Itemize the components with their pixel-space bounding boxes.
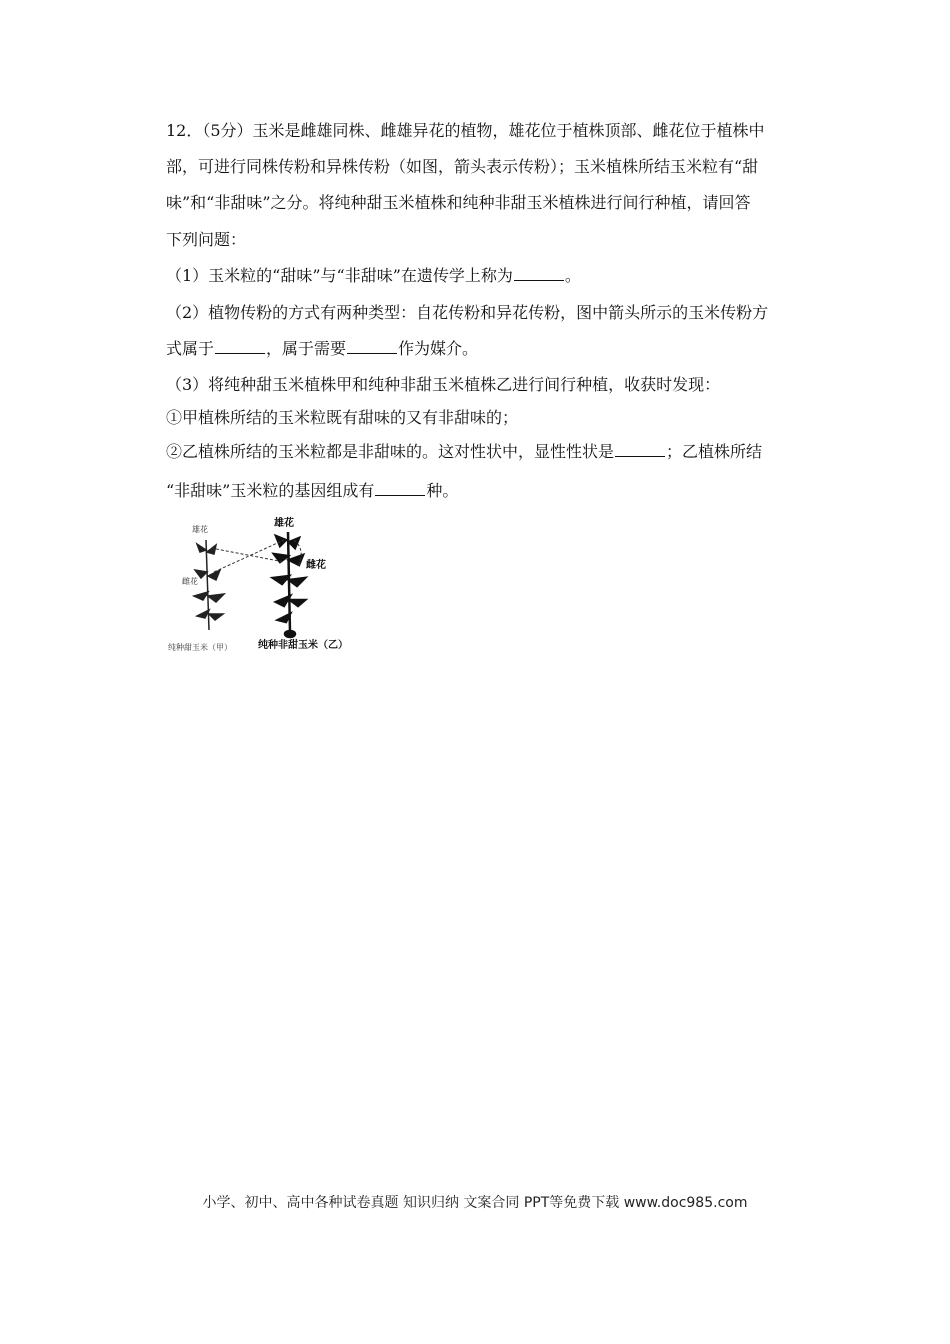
sub-question-2-text-a: 式属于 bbox=[166, 339, 215, 358]
answer-blank-4 bbox=[615, 442, 665, 457]
answer-blank-5 bbox=[375, 481, 425, 496]
question-line-4: 下列问题： bbox=[166, 230, 247, 249]
answer-blank-2 bbox=[215, 339, 265, 354]
sub-question-1-text: （1）玉米粒的“甜味”与“非甜味”在遗传学上称为 bbox=[166, 266, 513, 285]
answer-blank-3 bbox=[347, 339, 397, 354]
sub-question-3-text-b: ；乙植株所结 bbox=[666, 442, 763, 461]
left-caption: 纯种甜玉米（甲） bbox=[168, 643, 232, 652]
sub-question-3-text-a: ②乙植株所结的玉米粒都是非甜味的。这对性状中，显性性状是 bbox=[166, 442, 615, 461]
sub-question-1-end: 。 bbox=[564, 266, 581, 285]
sub-question-3-item-3 bbox=[166, 481, 458, 501]
right-female-label: 雌花 bbox=[306, 560, 326, 571]
sub-question-2-line-1: （2）植物传粉的方式有两种类型：自花传粉和异花传粉，图中箭头所示的玉米传粉方 bbox=[166, 303, 769, 322]
sub-question-3-item-1: ①甲植株所结的玉米粒既有甜味的又有非甜味的； bbox=[166, 408, 519, 427]
answer-blank-1 bbox=[514, 266, 564, 281]
question-line-3: 味”和“非甜味”之分。将纯种甜玉米植株和纯种非甜玉米植株进行间行种植，请回答 bbox=[166, 193, 751, 212]
sub-question-1 bbox=[166, 266, 581, 286]
sub-question-2-line-2 bbox=[166, 339, 478, 359]
sub-question-3: （3）将纯种甜玉米植株甲和纯种非甜玉米植株乙进行间行种植，收获时发现： bbox=[166, 375, 721, 394]
right-male-label: 雄花 bbox=[274, 518, 294, 529]
corn-pollination-figure bbox=[166, 510, 366, 660]
right-caption: 纯种非甜玉米（乙） bbox=[258, 640, 348, 651]
left-male-label: 雄花 bbox=[192, 525, 208, 534]
plant-left bbox=[194, 540, 224, 630]
plant-right bbox=[273, 532, 305, 637]
left-female-label: 雌花 bbox=[182, 577, 198, 586]
page-footer: 小学、初中、高中各种试卷真题 知识归纳 文案合同 PPT等免费下载 www.doc985.com bbox=[202, 1195, 748, 1211]
sub-question-3-text-c: “非甜味”玉米粒的基因组成有 bbox=[166, 481, 375, 500]
question-line-1: 12．（5分）玉米是雌雄同株、雌雄异花的植物，雄花位于植株顶部、雌花位于植株中 bbox=[166, 121, 765, 140]
sub-question-2-text-b: ，属于需要 bbox=[266, 339, 347, 358]
sub-question-3-item-2 bbox=[166, 442, 762, 462]
sub-question-2-text-c: 作为媒介。 bbox=[398, 339, 479, 358]
question-line-2: 部，可进行同株传粉和异株传粉（如图，箭头表示传粉）；玉米植株所结玉米粒有“甜 bbox=[166, 157, 759, 176]
sub-question-3-text-d: 种。 bbox=[426, 481, 459, 500]
